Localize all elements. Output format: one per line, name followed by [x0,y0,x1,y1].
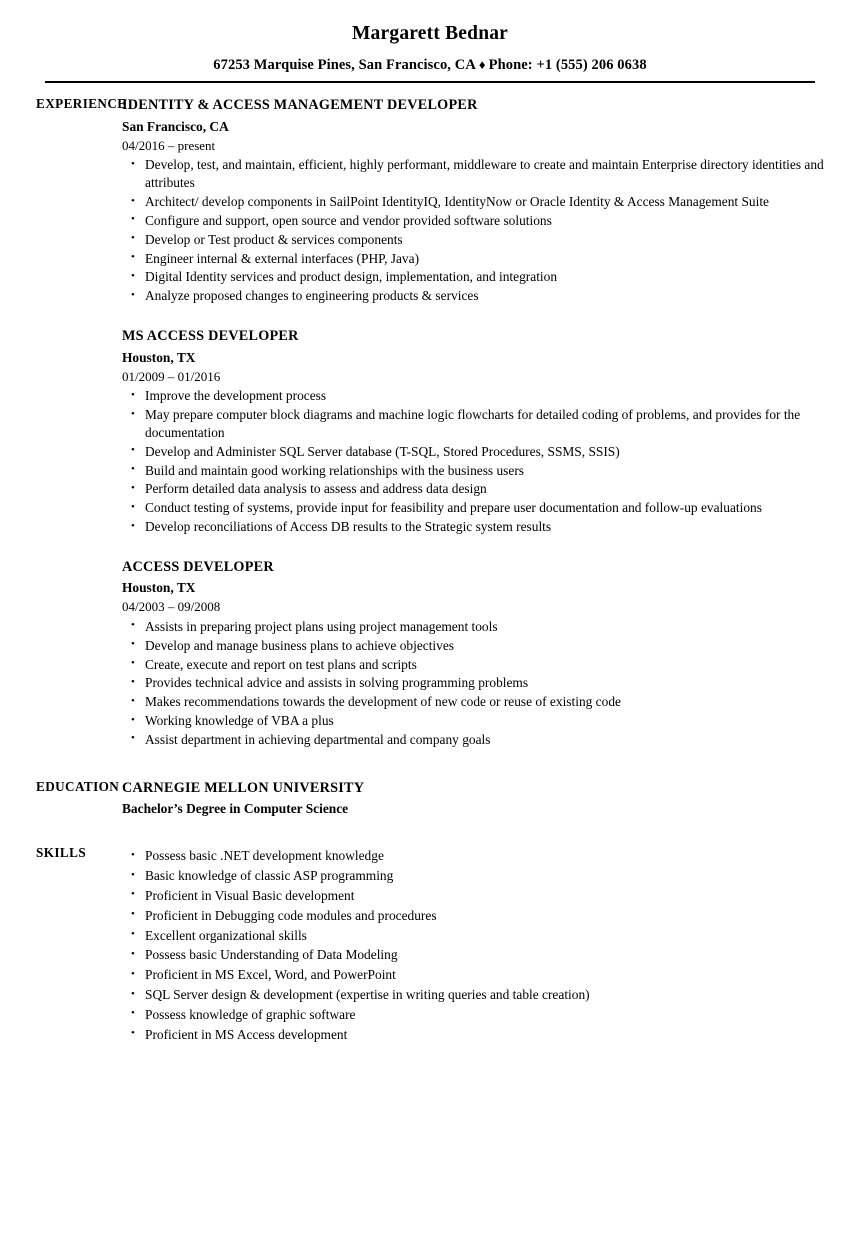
skills-body [122,845,860,1043]
list-item: • Excellent organizational skills [122,927,830,945]
job-responsibility-list [122,156,830,305]
job-title: MS ACCESS DEVELOPER [122,328,299,345]
job-location: Houston, TX [122,580,196,596]
list-item: • Possess knowledge of graphic software [122,1006,830,1024]
list-item: • Conduct testing of systems, provide input for feasibility and prepare user documentation and follow-up evaluations [122,499,830,517]
job-responsibility-list [122,618,830,749]
list-item: • Develop or Test product & services components [122,231,830,249]
candidate-name: Margarett Bednar [351,23,509,44]
contact-phone: Phone: +1 (555) 206 0638 [488,57,647,74]
list-item: • Proficient in MS Excel, Word, and PowerPoint [122,966,830,984]
list-item: • Assists in preparing project plans using project management tools [122,618,830,636]
list-item: • May prepare computer block diagrams and machine logic flowcharts for detailed coding of problems, and provides for the documentation [122,406,830,442]
list-item: • Improve the development process [122,387,830,405]
job-dates: 01/2009 – 01/2016 [122,368,221,384]
section-label-education: EDUCATION [36,778,120,794]
contact-address: 67253 Marquise Pines, San Francisco, CA [213,57,476,74]
education-school: CARNEGIE MELLON UNIVERSITY [122,779,365,796]
section-skills [0,845,860,1043]
list-item: • Possess basic .NET development knowledge [122,847,830,865]
job-responsibility-list [122,387,830,536]
list-item: • Proficient in MS Access development [122,1026,830,1044]
job-title: IDENTITY & ACCESS MANAGEMENT DEVELOPER [122,97,478,114]
section-label-skills: SKILLS [36,845,87,861]
list-item: • Perform detailed data analysis to assess and address data design [122,480,830,498]
job-location: San Francisco, CA [122,118,229,134]
experience-body [122,96,860,748]
list-item: • Provides technical advice and assists in solving programming problems [122,674,830,692]
resume-header [0,0,860,83]
list-item: • Possess basic Understanding of Data Modeling [122,946,830,964]
list-item: • Develop and Administer SQL Server database (T-SQL, Stored Procedures, SSMS, SSIS) [122,443,830,461]
job-location: Houston, TX [122,349,196,365]
job-entry [122,558,830,749]
list-item: • Develop and manage business plans to achieve objectives [122,637,830,655]
job-entry [122,327,830,536]
education-degree: Bachelor’s Degree in Computer Science [122,801,349,817]
list-item: • Assist department in achieving departmental and company goals [122,731,830,749]
list-item: • Develop reconciliations of Access DB results to the Strategic system results [122,518,830,536]
job-entry [122,96,830,305]
list-item: • Engineer internal & external interfaces (PHP, Java) [122,250,830,268]
section-label-experience: EXPERIENCE [36,96,127,112]
list-item: • Working knowledge of VBA a plus [122,712,830,730]
section-education [0,779,860,819]
list-item: • Proficient in Visual Basic development [122,887,830,905]
job-title: ACCESS DEVELOPER [122,558,274,575]
job-dates: 04/2003 – 09/2008 [122,599,221,615]
list-item: • Digital Identity services and product design, implementation, and integration [122,268,830,286]
header-divider [45,81,815,83]
list-item: • Makes recommendations towards the development of new code or reuse of existing code [122,693,830,711]
contact-line [0,57,860,74]
list-item: • Architect/ develop components in SailPoint IdentityIQ, IdentityNow or Oracle Identity & Access Management Suite [122,193,830,211]
list-item: • Proficient in Debugging code modules and procedures [122,907,830,925]
diamond-separator-icon: ♦ [478,57,486,73]
skills-list [122,847,830,1043]
list-item: • Analyze proposed changes to engineering products & services [122,287,830,305]
section-experience [0,96,860,748]
list-item: • Configure and support, open source and vendor provided software solutions [122,212,830,230]
job-dates: 04/2016 – present [122,137,216,153]
list-item: • Basic knowledge of classic ASP programming [122,867,830,885]
list-item: • Develop, test, and maintain, efficient, highly performant, middleware to create and maintain Enterprise directory identities and attributes [122,156,830,192]
education-body [122,779,860,819]
list-item: • Build and maintain good working relationships with the business users [122,462,830,480]
list-item: • Create, execute and report on test plans and scripts [122,656,830,674]
list-item: • SQL Server design & development (expertise in writing queries and table creation) [122,986,830,1004]
